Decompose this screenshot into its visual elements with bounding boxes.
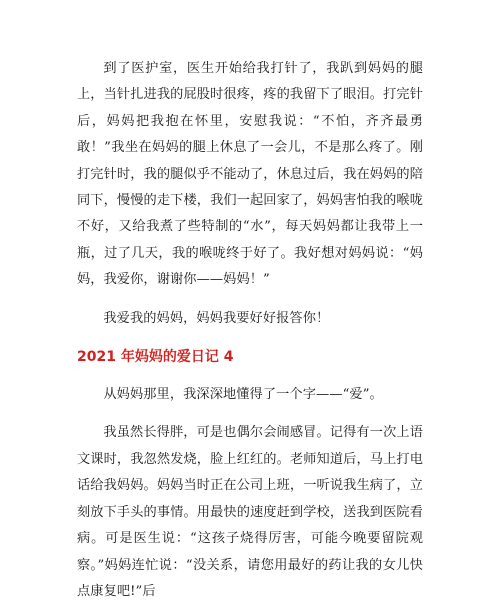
- document-page: [77, 56, 423, 605]
- section-heading: 2021 年妈妈的爱日记 4: [77, 349, 234, 366]
- paragraph: 我虽然长得胖，可是也偶尔会闹感冒。记得有一次上语文课时，我忽然发烧，脸上红红的。老师知道后，马上打电话给我妈妈。妈妈当时正在公司上班，一听说我生病了，立刻放下手头的事情。用最快的速度赶到学校，送我到医院看病。可是医生说：“这孩子烧得厉害，可能今晚要留院观察。”妈妈连忙说：“没关系，请您用最好的药让我的女儿快点康复吧!”后: [77, 425, 423, 599]
- paragraph: 我爱我的妈妈，妈妈我要好好报答你！: [103, 310, 330, 326]
- paragraph: 从妈妈那里，我深深地懂得了一个字——“爱”。: [103, 387, 383, 403]
- paragraph: 到了医护室，医生开始给我打针了，我趴到妈妈的腿上，当针扎进我的屁股时很疼，疼的我留下了眼泪。打完针后，妈妈把我抱在怀里，安慰我说：“不怕，齐齐最勇敢！”我坐在妈妈的腿上休息了一会儿，不是那么疼了。刚打完针时，我的腿似乎不能动了，休息过后，我在妈妈的陪同下，慢慢的走下楼，我们一起回家了，妈妈害怕我的喉咙不好，又给我煮了些特制的“水”，每天妈妈都让我带上一瓶，过了几天，我的喉咙终于好了。我好想对妈妈说：“妈妈，我爱你，谢谢你——妈妈！”: [77, 61, 423, 288]
